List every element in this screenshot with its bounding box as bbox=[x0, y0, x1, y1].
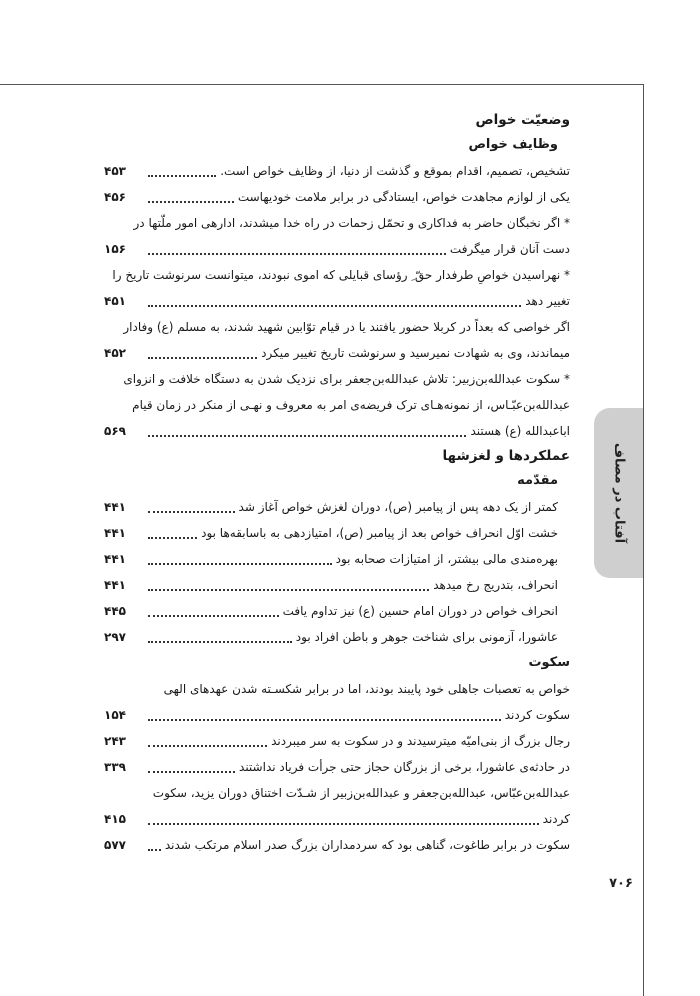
entry-text: یکی از لوازم مجاهدت خواص، ایستادگی در برابر ملامت خودیهاست bbox=[237, 190, 570, 204]
index-entry-line bbox=[104, 392, 570, 418]
entry-text: بهره‌مندی مالی بیشتر، از امتیازات صحابه بود bbox=[335, 552, 558, 566]
index-entry-line bbox=[104, 702, 570, 728]
page-number: ۷۰۶ bbox=[609, 876, 633, 891]
entry-text: خشت اوّل انحراف خواص بعد از پیامبر (ص)، امتیازدهی به باسابقه‌ها بود bbox=[201, 526, 558, 540]
entry-text: خواص به تعصبات جاهلی خود پایبند بودند، اما در برابر شکسـته شدن عهدهای الهی bbox=[163, 682, 570, 696]
entry-page-number: ۴۵۳ bbox=[104, 164, 126, 178]
index-entry-line bbox=[104, 340, 570, 366]
entry-text: در حادثه‌ی عاشورا، برخی از بزرگان حجاز حتی جرأت فریاد نداشتند bbox=[239, 760, 570, 774]
entry-text: کردند bbox=[542, 812, 570, 826]
entry-page-number: ۵۶۹ bbox=[104, 424, 126, 438]
entry-page-number: ۳۳۹ bbox=[104, 760, 126, 774]
dot-leader bbox=[148, 640, 292, 643]
index-entry-line bbox=[104, 520, 570, 546]
section-heading: عملکردها و لغزشها bbox=[442, 448, 570, 464]
entry-page-number: ۴۴۱ bbox=[104, 500, 126, 514]
dot-leader bbox=[148, 588, 429, 591]
dot-leader bbox=[148, 848, 161, 851]
dot-leader bbox=[148, 434, 466, 437]
index-entry bbox=[104, 624, 570, 650]
entry-text: انحراف، بتدریج رخ میدهد bbox=[433, 578, 558, 592]
section-heading: وضعیّت خواص bbox=[475, 112, 570, 128]
index-entry bbox=[104, 210, 570, 262]
dot-leader bbox=[148, 252, 446, 255]
dot-leader bbox=[148, 562, 332, 565]
index-entry-line bbox=[104, 418, 570, 444]
subsection-heading: وظایف خواص bbox=[468, 137, 558, 152]
index-entry bbox=[104, 572, 570, 598]
dot-leader bbox=[148, 822, 539, 825]
index-entry-line bbox=[104, 572, 570, 598]
index-entry-line bbox=[104, 158, 570, 184]
index-entry-line bbox=[104, 676, 570, 702]
index-entry bbox=[104, 546, 570, 572]
entry-text: تغییر دهد bbox=[525, 294, 570, 308]
entry-page-number: ۲۴۳ bbox=[104, 734, 126, 748]
dot-leader bbox=[148, 744, 267, 747]
index-entry-line bbox=[104, 262, 570, 288]
index-entry bbox=[104, 780, 570, 832]
dot-leader bbox=[148, 770, 235, 773]
index-entry bbox=[104, 520, 570, 546]
entry-text: کمتر از یک دهه پس از پیامبر (ص)، دوران لغزش خواص آغاز شد bbox=[238, 500, 558, 514]
entry-text: رجال بزرگ از بنی‌امیّه میترسیدند و در سکوت به سر میبردند bbox=[271, 734, 570, 748]
entry-page-number: ۴۵۶ bbox=[104, 190, 126, 204]
index-entry-line bbox=[104, 546, 570, 572]
index-entry bbox=[104, 314, 570, 366]
index-entry-line bbox=[104, 598, 570, 624]
index-entry bbox=[104, 366, 570, 444]
index-entry bbox=[104, 158, 570, 184]
index-entry bbox=[104, 598, 570, 624]
index-entry bbox=[104, 728, 570, 754]
dot-leader bbox=[148, 718, 501, 721]
index-entry-line bbox=[104, 366, 570, 392]
entry-page-number: ۵۷۷ bbox=[104, 838, 126, 852]
entry-page-number: ۴۵۲ bbox=[104, 346, 126, 360]
entry-text: * اگر نخبگان حاضر به فداکاری و تحمّل زحمات در راه خدا میشدند، ادارهی امور ملّتها در bbox=[133, 216, 570, 230]
entry-text: انحراف خواص در دوران امام حسین (ع) نیز تداوم یافت bbox=[282, 604, 558, 618]
entry-text: عبدالله‌بن‌عبّـاس، از نمونه‌هـای ترک فریضه‌ی امر به معروف و نهـی از منکر در زمان قیام bbox=[132, 398, 570, 412]
entry-page-number: ۴۵۱ bbox=[104, 294, 126, 308]
entry-text: اگر خواصی که بعداً در کربلا حضور یافتند یا در قیام توّابین شهید شدند، به مسلم (ع) وفادار bbox=[123, 320, 570, 334]
index-entry bbox=[104, 676, 570, 728]
entry-text: سکوت کردند bbox=[504, 708, 570, 722]
index-entry-line bbox=[104, 832, 570, 858]
index-content bbox=[104, 108, 570, 858]
entry-text: * سکوت عبدالله‌بن‌زبیر: تلاش عبدالله‌بن‌جعفر برای نزدیک شدن به دستگاه خلافت و انزوای bbox=[123, 372, 570, 386]
dot-leader bbox=[148, 304, 521, 307]
entry-text: عبدالله‌بن‌عبّاس، عبدالله‌بن‌جعفر و عبدالله‌بن‌زبیر از شـدّت اختناق دوران یزید، سکوت bbox=[152, 786, 570, 800]
entry-text: * نهراسیدن خواصِ طرفدار حقّ ِ رؤسای قبایلی که اموی نبودند، میتوانست سرنوشت تاریخ را bbox=[112, 268, 570, 282]
entry-page-number: ۱۵۶ bbox=[104, 242, 126, 256]
entry-text: میماندند، وی به شهادت نمیرسید و سرنوشت تاریخ تغییر میکرد bbox=[261, 346, 570, 360]
entry-page-number: ۴۴۱ bbox=[104, 552, 126, 566]
entry-text: دست آنان قرار میگرفت bbox=[449, 242, 570, 256]
entry-page-number: ۴۴۱ bbox=[104, 526, 126, 540]
dot-leader bbox=[148, 200, 234, 203]
entry-page-number: ۲۹۷ bbox=[104, 630, 126, 644]
index-entry-line bbox=[104, 210, 570, 236]
index-entry bbox=[104, 754, 570, 780]
entry-text: اباعبدالله (ع) هستند bbox=[470, 424, 570, 438]
entry-text: سکوت در برابر طاغوت، گناهی بود که سردمداران بزرگ صدر اسلام مرتکب شدند bbox=[164, 838, 570, 852]
dot-leader bbox=[148, 174, 216, 177]
index-entry bbox=[104, 262, 570, 314]
index-entry-line bbox=[104, 624, 570, 650]
dot-leader bbox=[148, 510, 235, 513]
index-entry-line bbox=[104, 806, 570, 832]
page-frame-top-border bbox=[0, 84, 644, 85]
entry-text: تشخیص، تصمیم، اقدام بموقع و گذشت از دنیا، از وظایف خواص است. bbox=[220, 164, 570, 178]
index-entry-line bbox=[104, 494, 570, 520]
index-entry-line bbox=[104, 780, 570, 806]
page-frame-right-border bbox=[643, 84, 644, 996]
index-entry-line bbox=[104, 314, 570, 340]
entry-text: عاشورا، آزمونی برای شناخت جوهر و باطن افراد بود bbox=[295, 630, 558, 644]
index-entry-line bbox=[104, 728, 570, 754]
entry-page-number: ۴۱۵ bbox=[104, 812, 126, 826]
index-entry bbox=[104, 832, 570, 858]
index-entry bbox=[104, 184, 570, 210]
subsection-heading: مقدّمه bbox=[517, 473, 558, 488]
index-entry-line bbox=[104, 184, 570, 210]
subsection-heading: سکوت bbox=[528, 655, 570, 670]
entry-page-number: ۴۴۱ bbox=[104, 578, 126, 592]
entry-page-number: ۴۴۵ bbox=[104, 604, 126, 618]
side-book-title: آفتاب در مصاف bbox=[611, 442, 627, 544]
index-entry-line bbox=[104, 288, 570, 314]
index-entry-line bbox=[104, 754, 570, 780]
index-entry-line bbox=[104, 236, 570, 262]
entry-page-number: ۱۵۴ bbox=[104, 708, 126, 722]
index-entry bbox=[104, 494, 570, 520]
dot-leader bbox=[148, 614, 279, 617]
dot-leader bbox=[148, 356, 257, 359]
dot-leader bbox=[148, 536, 197, 539]
